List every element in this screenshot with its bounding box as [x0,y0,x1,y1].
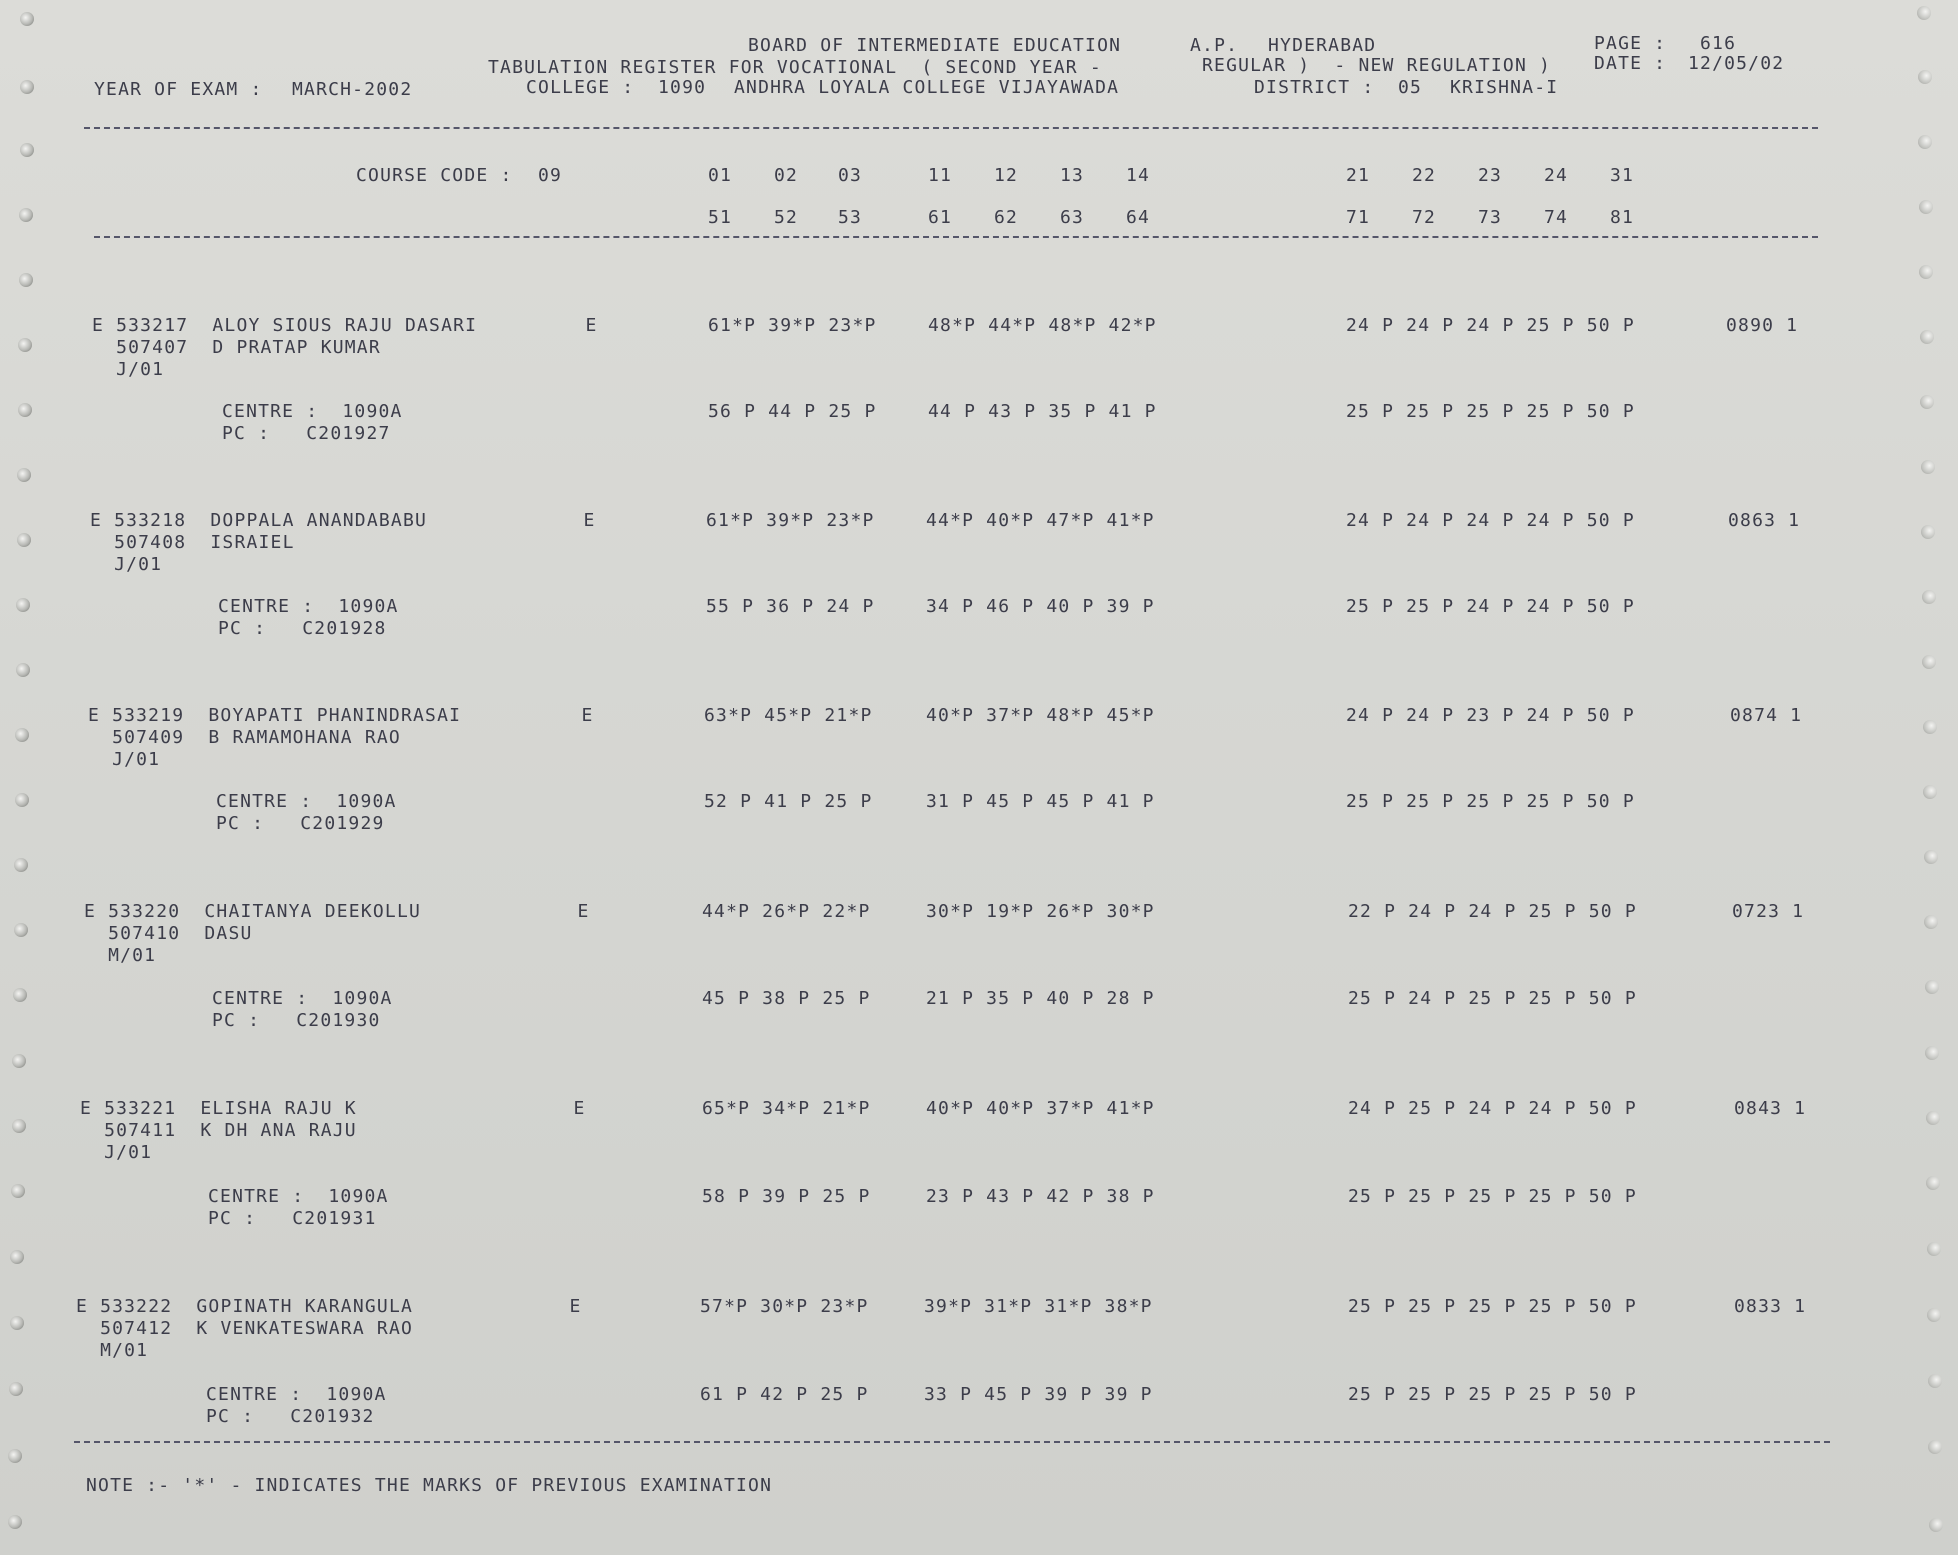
sprocket-hole [10,1316,24,1330]
marks-year1-part2: 39*P 31*P 31*P 38*P [924,1296,1153,1317]
pc-code: PC : C201932 [206,1406,375,1427]
student-name-line: 507408 ISRAIEL [90,532,295,553]
sprocket-hole [11,1184,25,1198]
marks-year1-part3: 24 P 25 P 24 P 24 P 50 P [1348,1098,1637,1119]
marks-year1-part3: 25 P 25 P 25 P 25 P 50 P [1348,1296,1637,1317]
sprocket-hole [1923,785,1937,799]
subject-code: 52 [774,207,799,228]
sprocket-hole [12,1119,26,1133]
student-group: M/01 [76,1340,149,1361]
student-group: J/01 [92,359,165,380]
sprocket-hole [1920,330,1934,344]
marks-year2-part3: 25 P 25 P 25 P 25 P 50 P [1348,1186,1637,1207]
marks-year2-part1: 55 P 36 P 24 P [706,596,875,617]
marks-year2-part1: 58 P 39 P 25 P [702,1186,871,1207]
sprocket-hole [1919,265,1933,279]
header-divider [84,127,1818,129]
marks-year1-part3: 24 P 24 P 23 P 24 P 50 P [1346,705,1635,726]
marks-year1-part2: 40*P 37*P 48*P 45*P [926,705,1155,726]
marks-year2-part3: 25 P 25 P 25 P 25 P 50 P [1346,401,1635,422]
marks-year2-part1: 56 P 44 P 25 P [708,401,877,422]
marks-year1-part1: 61*P 39*P 23*P [708,315,877,336]
sprocket-hole [1918,70,1932,84]
sprocket-hole [8,1515,22,1529]
subject-code: 23 [1478,165,1503,186]
sprocket-hole [19,273,33,287]
sprocket-hole [1927,1308,1941,1322]
student-group: M/01 [84,945,157,966]
sprocket-hole [1921,525,1935,539]
pc-code: PC : C201927 [222,423,391,444]
footer-divider [74,1441,1830,1443]
sprocket-hole [17,468,31,482]
register-title: TABULATION REGISTER FOR VOCATIONAL ( SECOND YEAR - [488,57,1102,78]
total-marks: 0843 1 [1734,1098,1807,1119]
centre: CENTRE : 1090A [218,596,399,617]
student-name-line: 507407 D PRATAP KUMAR [92,337,381,358]
sprocket-hole [10,1250,24,1264]
subject-code: 51 [708,207,733,228]
marks-year1-part2: 40*P 40*P 37*P 41*P [926,1098,1155,1119]
marks-year1-part3: 22 P 24 P 24 P 25 P 50 P [1348,901,1637,922]
sprocket-hole [20,12,34,26]
student-name-line: 507412 K VENKATESWARA RAO [76,1318,414,1339]
student-id-line: E 533218 DOPPALA ANANDABABU E [90,510,596,531]
pc-code: PC : C201930 [212,1010,381,1031]
sprocket-hole [14,923,28,937]
sprocket-hole [20,80,34,94]
column-divider [94,236,1818,238]
city-name: HYDERABAD [1268,35,1377,56]
subject-code: 14 [1126,165,1151,186]
marks-year2-part3: 25 P 25 P 24 P 24 P 50 P [1346,596,1635,617]
marks-year1-part1: 57*P 30*P 23*P [700,1296,869,1317]
date-label: DATE : [1594,53,1667,74]
sprocket-hole [1926,1111,1940,1125]
marks-year1-part1: 63*P 45*P 21*P [704,705,873,726]
pc-code: PC : C201931 [208,1208,377,1229]
sprocket-hole [1920,395,1934,409]
subject-code: 64 [1126,207,1151,228]
sprocket-hole [16,663,30,677]
sprocket-hole [18,338,32,352]
centre: CENTRE : 1090A [208,1186,389,1207]
centre: CENTRE : 1090A [206,1384,387,1405]
subject-code: 13 [1060,165,1085,186]
student-name-line: 507411 K DH ANA RAJU [80,1120,357,1141]
marks-year1-part2: 48*P 44*P 48*P 42*P [928,315,1157,336]
marks-year2-part2: 33 P 45 P 39 P 39 P [924,1384,1153,1405]
sprocket-hole [15,728,29,742]
sprocket-hole [16,598,30,612]
marks-year1-part3: 24 P 24 P 24 P 24 P 50 P [1346,510,1635,531]
course-code-label: COURSE CODE : [356,165,513,186]
subject-code: 21 [1346,165,1371,186]
marks-year1-part1: 61*P 39*P 23*P [706,510,875,531]
footnote: NOTE :- '*' - INDICATES THE MARKS OF PREVIOUS EXAMINATION [86,1475,773,1496]
college-name: ANDHRA LOYALA COLLEGE VIJAYAWADA [734,77,1120,98]
student-id-line: E 533221 ELISHA RAJU K E [80,1098,586,1119]
page-number: 616 [1700,33,1737,54]
marks-year2-part2: 31 P 45 P 45 P 41 P [926,791,1155,812]
sprocket-hole [1925,1046,1939,1060]
total-marks: 0874 1 [1730,705,1803,726]
subject-code: 62 [994,207,1019,228]
student-id-line: E 533220 CHAITANYA DEEKOLLU E [84,901,590,922]
student-id-line: E 533217 ALOY SIOUS RAJU DASARI E [92,315,598,336]
sprocket-hole [20,143,34,157]
pc-code: PC : C201928 [218,618,387,639]
sprocket-hole [19,208,33,222]
sprocket-hole [17,533,31,547]
marks-year1-part3: 24 P 24 P 24 P 25 P 50 P [1346,315,1635,336]
sprocket-hole [1919,200,1933,214]
subject-code: 31 [1610,165,1635,186]
college-code: 1090 [658,77,707,98]
sprocket-hole [1924,850,1938,864]
sprocket-hole [1917,6,1931,20]
sprocket-hole [1928,1440,1942,1454]
student-group: J/01 [88,749,161,770]
marks-year2-part1: 61 P 42 P 25 P [700,1384,869,1405]
sprocket-hole [8,1449,22,1463]
student-id-line: E 533222 GOPINATH KARANGULA E [76,1296,582,1317]
student-name-line: 507409 B RAMAMOHANA RAO [88,727,401,748]
marks-year1-part2: 44*P 40*P 47*P 41*P [926,510,1155,531]
subject-code: 03 [838,165,863,186]
marks-year2-part3: 25 P 24 P 25 P 25 P 50 P [1348,988,1637,1009]
year-label: YEAR OF EXAM : [94,79,263,100]
total-marks: 0723 1 [1732,901,1805,922]
pc-code: PC : C201929 [216,813,385,834]
marks-year2-part2: 44 P 43 P 35 P 41 P [928,401,1157,422]
marks-year2-part3: 25 P 25 P 25 P 25 P 50 P [1346,791,1635,812]
sprocket-hole [1929,1518,1943,1532]
sprocket-hole [1928,1374,1942,1388]
subject-code: 71 [1346,207,1371,228]
sprocket-hole [15,793,29,807]
state-name: A.P. [1190,35,1239,56]
sprocket-hole [1922,655,1936,669]
subject-code: 63 [1060,207,1085,228]
marks-year2-part3: 25 P 25 P 25 P 25 P 50 P [1348,1384,1637,1405]
sprocket-hole [1923,720,1937,734]
sprocket-hole [1918,135,1932,149]
course-code-value: 09 [538,165,563,186]
student-name-line: 507410 DASU [84,923,253,944]
district-code: 05 [1398,77,1423,98]
centre: CENTRE : 1090A [222,401,403,422]
student-group: J/01 [90,554,163,575]
report-date: 12/05/02 [1688,53,1785,74]
subject-code: 73 [1478,207,1503,228]
subject-code: 11 [928,165,953,186]
centre: CENTRE : 1090A [216,791,397,812]
subject-code: 53 [838,207,863,228]
subject-code: 81 [1610,207,1635,228]
subject-code: 24 [1544,165,1569,186]
district-name: KRISHNA-I [1450,77,1559,98]
subject-code: 22 [1412,165,1437,186]
sprocket-hole [1921,460,1935,474]
sprocket-hole [9,1382,23,1396]
total-marks: 0890 1 [1726,315,1799,336]
page-label: PAGE : [1594,33,1667,54]
regulation-label: REGULAR ) - NEW REGULATION ) [1202,55,1552,76]
college-label: COLLEGE : [526,77,635,98]
subject-code: 01 [708,165,733,186]
subject-code: 74 [1544,207,1569,228]
sprocket-hole [1926,1176,1940,1190]
sprocket-hole [14,858,28,872]
sprocket-hole [12,1054,26,1068]
total-marks: 0833 1 [1734,1296,1807,1317]
sprocket-hole [13,988,27,1002]
exam-year: MARCH-2002 [292,79,413,100]
subject-code: 12 [994,165,1019,186]
sprocket-hole [1922,590,1936,604]
sprocket-hole [1927,1242,1941,1256]
marks-year2-part2: 34 P 46 P 40 P 39 P [926,596,1155,617]
marks-year1-part1: 44*P 26*P 22*P [702,901,871,922]
marks-year2-part2: 21 P 35 P 40 P 28 P [926,988,1155,1009]
marks-year2-part1: 45 P 38 P 25 P [702,988,871,1009]
district-label: DISTRICT : [1254,77,1375,98]
sprocket-hole [1924,915,1938,929]
centre: CENTRE : 1090A [212,988,393,1009]
student-group: J/01 [80,1142,153,1163]
marks-year2-part2: 23 P 43 P 42 P 38 P [926,1186,1155,1207]
marks-year1-part1: 65*P 34*P 21*P [702,1098,871,1119]
subject-code: 02 [774,165,799,186]
sprocket-hole [1925,980,1939,994]
marks-year1-part2: 30*P 19*P 26*P 30*P [926,901,1155,922]
subject-code: 72 [1412,207,1437,228]
marks-year2-part1: 52 P 41 P 25 P [704,791,873,812]
student-id-line: E 533219 BOYAPATI PHANINDRASAI E [88,705,594,726]
board-name: BOARD OF INTERMEDIATE EDUCATION [748,35,1122,56]
sprocket-hole [18,403,32,417]
total-marks: 0863 1 [1728,510,1801,531]
subject-code: 61 [928,207,953,228]
